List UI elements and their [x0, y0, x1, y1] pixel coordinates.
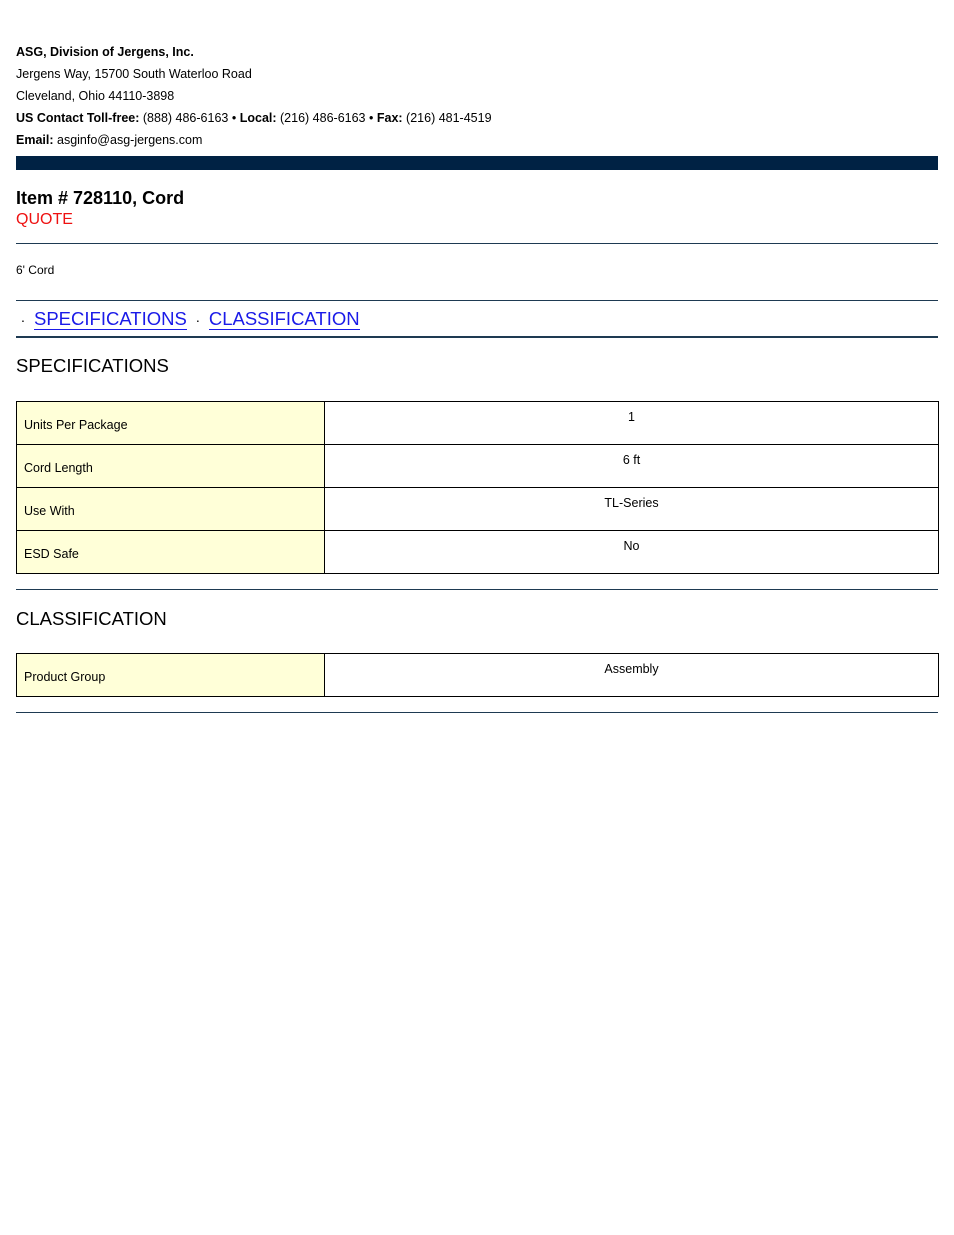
tollfree-label: US Contact Toll-free:	[16, 111, 140, 125]
classification-label-cell	[17, 654, 325, 697]
section-nav	[16, 306, 364, 333]
fax-label: Fax:	[376, 111, 403, 125]
spec-label-cell	[17, 531, 325, 574]
item-description: 6' Cord	[16, 263, 55, 277]
table-row	[17, 445, 939, 488]
divider	[16, 336, 938, 338]
spec-label-cell	[17, 488, 325, 531]
classification-table	[16, 653, 939, 697]
spec-label: Units Per Package	[24, 418, 128, 432]
spec-label-cell	[17, 402, 325, 445]
spec-label-cell	[17, 445, 325, 488]
spec-label: Use With	[24, 504, 75, 518]
spec-value: TL-Series	[325, 488, 939, 531]
email-label: Email:	[16, 133, 54, 147]
spec-label: ESD Safe	[24, 547, 79, 561]
divider	[16, 589, 938, 590]
spec-label: Cord Length	[24, 461, 93, 475]
tollfree-value: (888) 486-6163	[142, 111, 229, 125]
email-value: asginfo@asg-jergens.com	[57, 133, 203, 147]
nav-bullet: ·	[20, 312, 26, 328]
table-row	[17, 488, 939, 531]
company-name: ASG, Division of Jergens, Inc.	[16, 45, 194, 59]
company-contact-line	[16, 107, 492, 129]
contact-separator: •	[368, 111, 374, 125]
spec-value: 1	[325, 402, 939, 445]
company-info	[16, 41, 492, 151]
local-label: Local:	[239, 111, 277, 125]
nav-link-specifications[interactable]: SPECIFICATIONS	[34, 308, 187, 329]
table-row	[17, 654, 939, 697]
divider	[16, 243, 938, 244]
company-address-line1: Jergens Way, 15700 South Waterloo Road	[16, 67, 252, 81]
spec-value: 6 ft	[325, 445, 939, 488]
nav-bullet: ·	[195, 312, 201, 328]
table-row	[17, 531, 939, 574]
quote-label: QUOTE	[16, 211, 73, 228]
divider	[16, 300, 938, 301]
specifications-heading: SPECIFICATIONS	[16, 355, 169, 376]
company-address-line2: Cleveland, Ohio 44110-3898	[16, 89, 175, 103]
local-value: (216) 486-6163	[280, 111, 366, 125]
company-email-line	[16, 129, 492, 151]
table-row	[17, 402, 939, 445]
classification-label: Product Group	[24, 670, 106, 684]
nav-link-classification[interactable]: CLASSIFICATION	[208, 308, 360, 329]
header-bar	[16, 156, 938, 170]
item-title: Item # 728110, Cord	[16, 188, 185, 208]
divider	[16, 712, 938, 713]
specifications-table	[16, 401, 939, 574]
contact-separator: •	[231, 111, 237, 125]
classification-value: Assembly	[325, 654, 939, 697]
classification-heading: CLASSIFICATION	[16, 608, 167, 629]
spec-value: No	[325, 531, 939, 574]
fax-value: (216) 481-4519	[406, 111, 492, 125]
